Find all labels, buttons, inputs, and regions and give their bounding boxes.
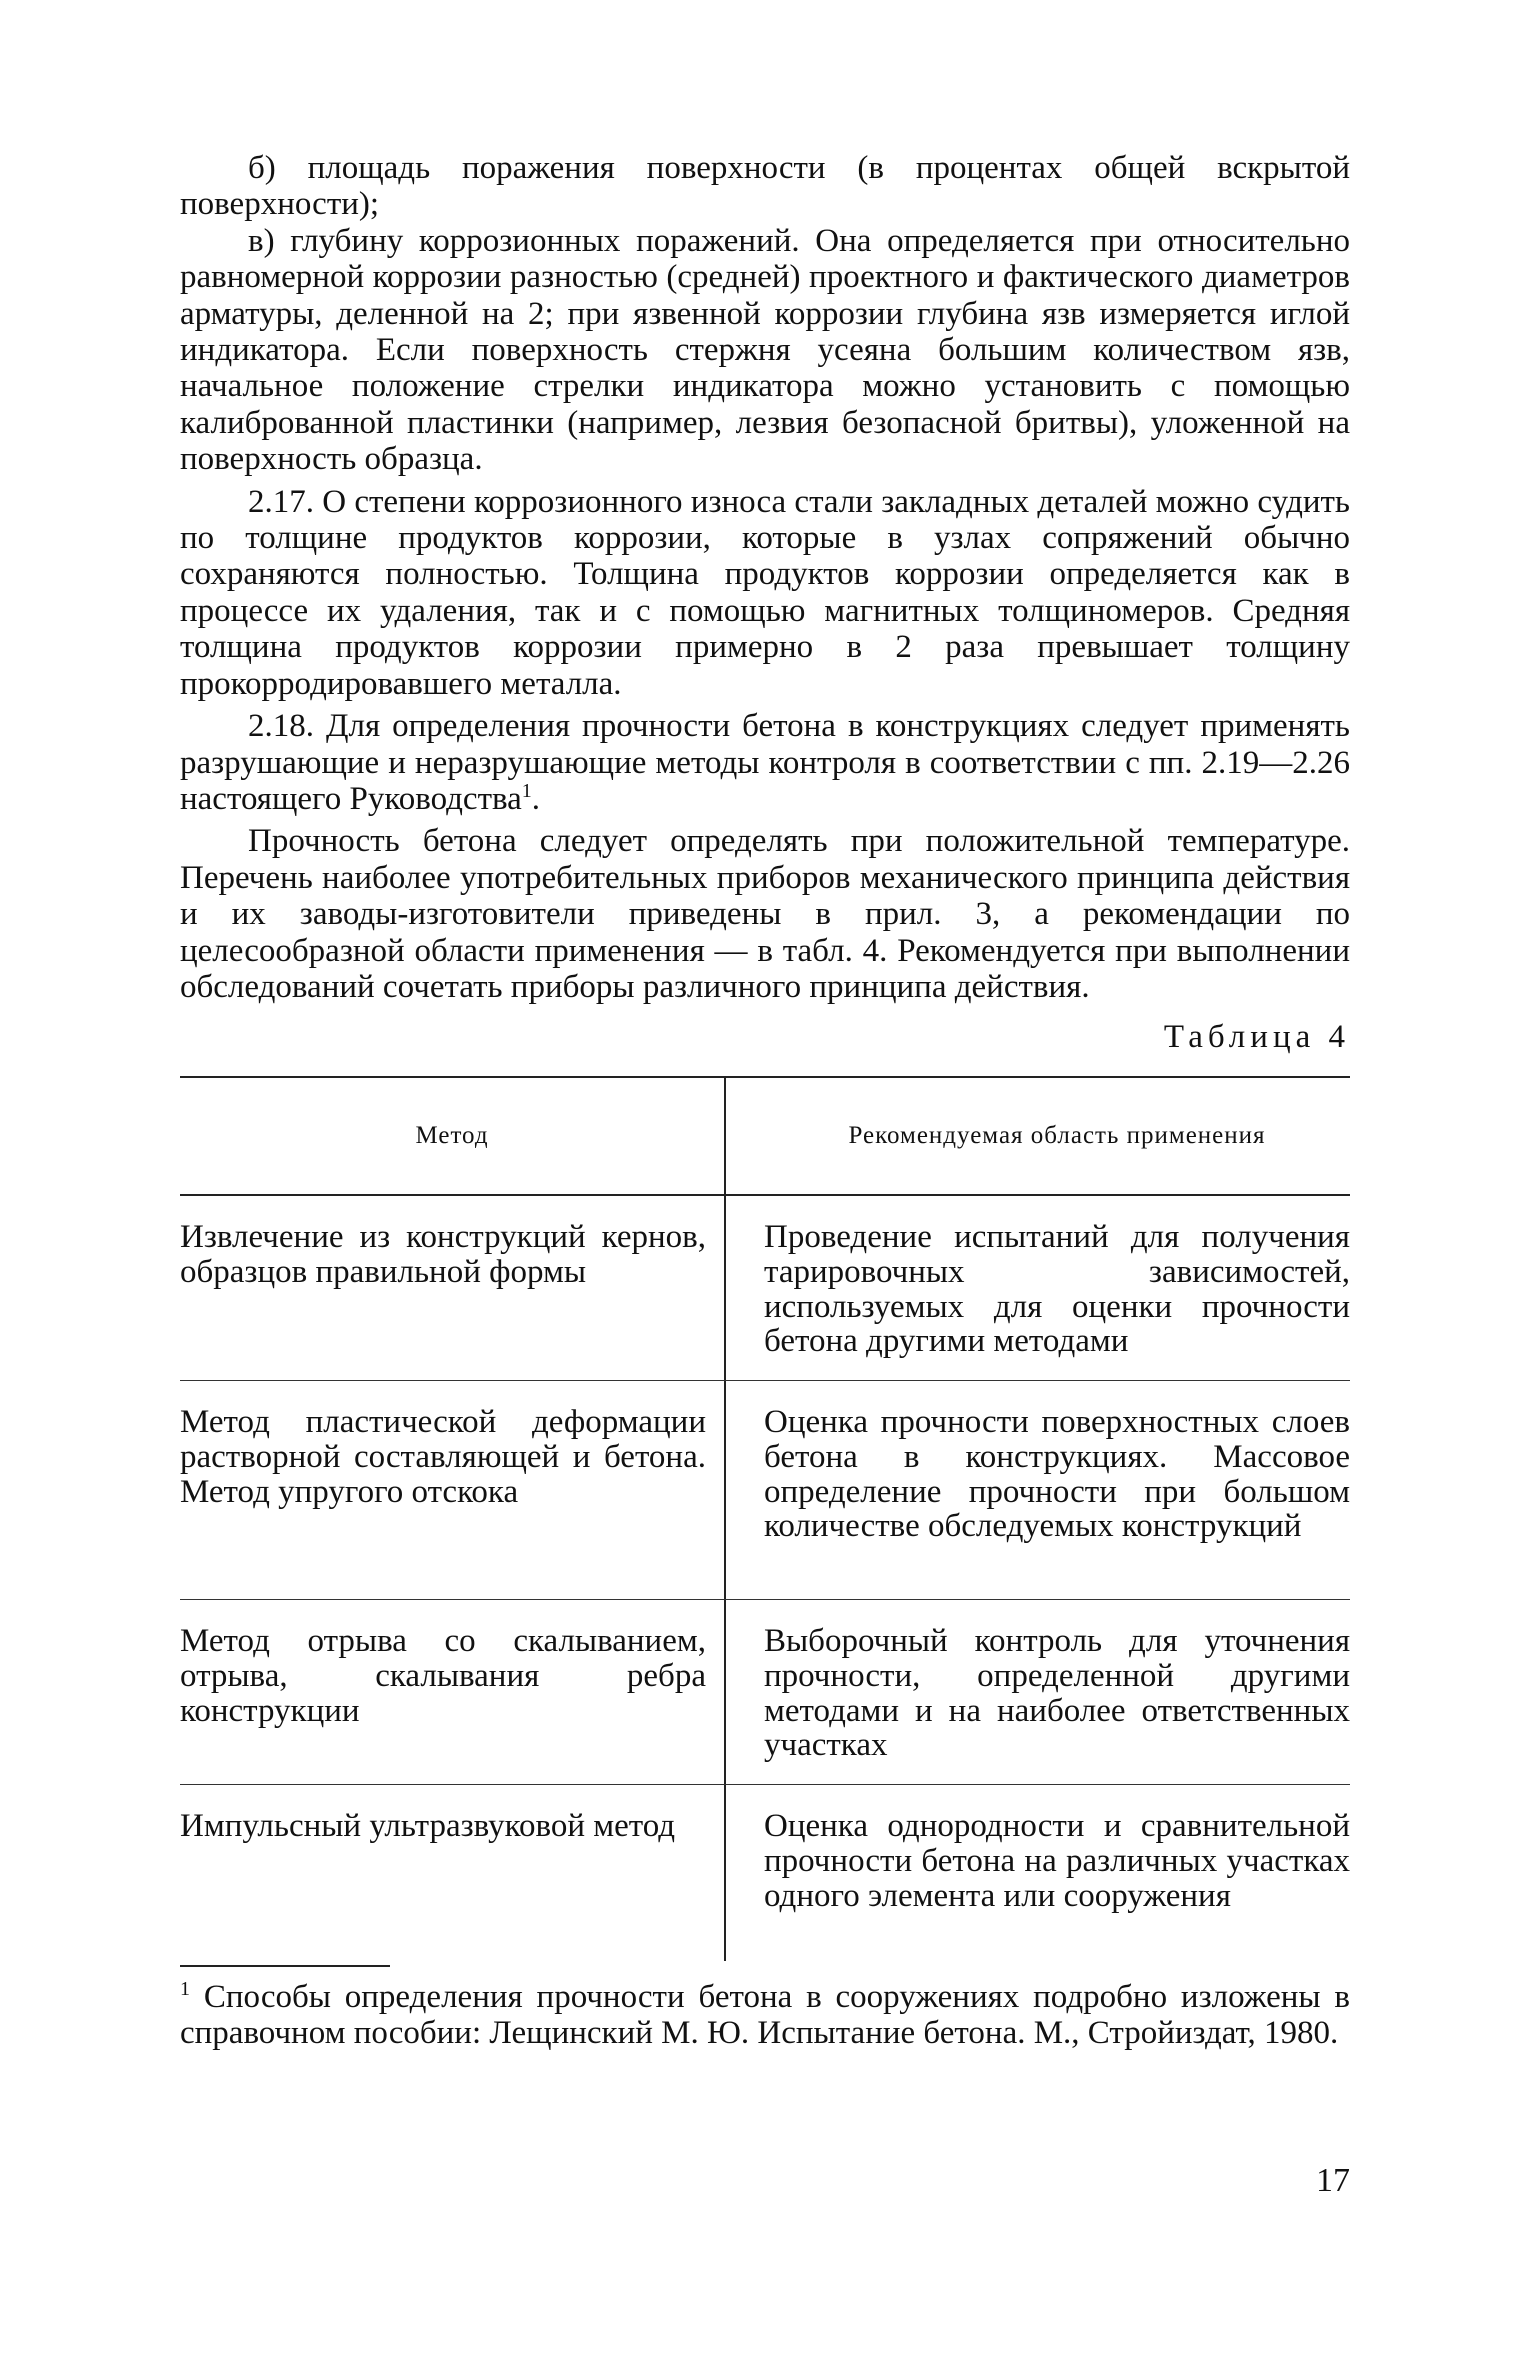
footnote-text: Способы определения прочности бетона в сооружениях подробно изложены в справочном пособии: Лещинский М. Ю. Испытание бетона. М., Стройиздат, 1980. [180,1979,1351,2052]
method-text: Извлечение из конструкций кернов, образцов правильной формы [180,1219,706,1290]
table-row [180,1600,1350,1785]
table-caption: Таблица 4 [1163,1019,1350,1056]
table-row [180,1196,1350,1381]
method-cell [180,1196,726,1380]
paragraph-b: б) площадь поражения поверхности (в процентах общей вскрытой поверхности); [180,150,1350,223]
method-text: Импульсный ультразвуковой метод [180,1808,676,1845]
table-header-row [180,1078,1350,1196]
application-cell [726,1381,1350,1599]
application-cell [726,1600,1350,1784]
header-application: Рекомендуемая область применения [848,1122,1266,1150]
footnote-marker: 1 [180,1978,190,2001]
page-body [180,150,1350,2051]
application-cell [726,1196,1350,1380]
methods-table [180,1076,1350,1961]
footnote-reference: 1 [521,779,532,802]
paragraph-2-18 [180,708,1350,817]
application-text: Оценка прочности поверхностных слоев бетона в конструкциях. Массовое определение прочности при большом количестве обследуемых конструкций [764,1404,1350,1545]
paragraph-2-17: 2.17. О степени коррозионного износа стали закладных деталей можно судить по толщине продуктов коррозии, которые в узлах сопряжений обычно сохраняются полностью. Толщина продуктов коррозии определяется как в процессе их удаления, так и с помощью магнитных толщиномеров. Средняя толщина продуктов коррозии примерно в 2 раза превышает толщину прокорродировавшего металла. [180,483,1350,702]
application-cell [726,1785,1350,1961]
footnote-divider [180,1965,390,1967]
paragraph-strength: Прочность бетона следует определять при положительной температуре. Перечень наиболее употребительных приборов механического принципа действия и их заводы-изготовители приведены в прил. 3, а рекомендации по целесообразной области применения — в табл. 4. Рекомендуется при выполнении обследований сочетать приборы различного принципа действия. [180,823,1350,1005]
application-text: Оценка однородности и сравнительной прочности бетона на различных участках одного элемента или сооружения [764,1808,1350,1914]
paragraph-2-18-text: 2.18. Для определения прочности бетона в конструкциях следует применять разрушающие и неразрушающие методы контроля в соответствии с пп. 2.19—2.26 настоящего Руководства [180,708,1350,817]
header-method: Метод [180,1078,726,1194]
method-text: Метод отрыва со скалыванием, отрыва, скалывания ребра конструкции [180,1623,706,1729]
paragraph-2-18-end: . [531,780,541,817]
application-text: Проведение испытаний для получения тарировочных зависимостей, используемых для оценки прочности бетона другими методами [764,1219,1350,1360]
page-number: 17 [1316,2162,1350,2199]
table-row [180,1381,1350,1600]
method-cell [180,1600,726,1784]
application-text: Выборочный контроль для уточнения прочности, определенной другими методами и на наиболее ответственных участках [764,1623,1350,1764]
footnote [180,1979,1350,2051]
paragraph-v: в) глубину коррозионных поражений. Она определяется при относительно равномерной коррозии разностью (средней) проектного и фактического диаметров арматуры, деленной на 2; при язвенной коррозии глубина язв измеряется иглой индикатора. Если поверхность стержня усеяна большим количеством язв, начальное положение стрелки индикатора можно установить с помощью калиброванной пластинки (например, лезвия безопасной бритвы), уложенной на поверхность образца. [180,222,1350,478]
method-cell [180,1381,726,1599]
method-cell [180,1785,726,1961]
method-text: Метод пластической деформации растворной составляющей и бетона. Метод упругого отскока [180,1404,706,1510]
table-row [180,1785,1350,1961]
